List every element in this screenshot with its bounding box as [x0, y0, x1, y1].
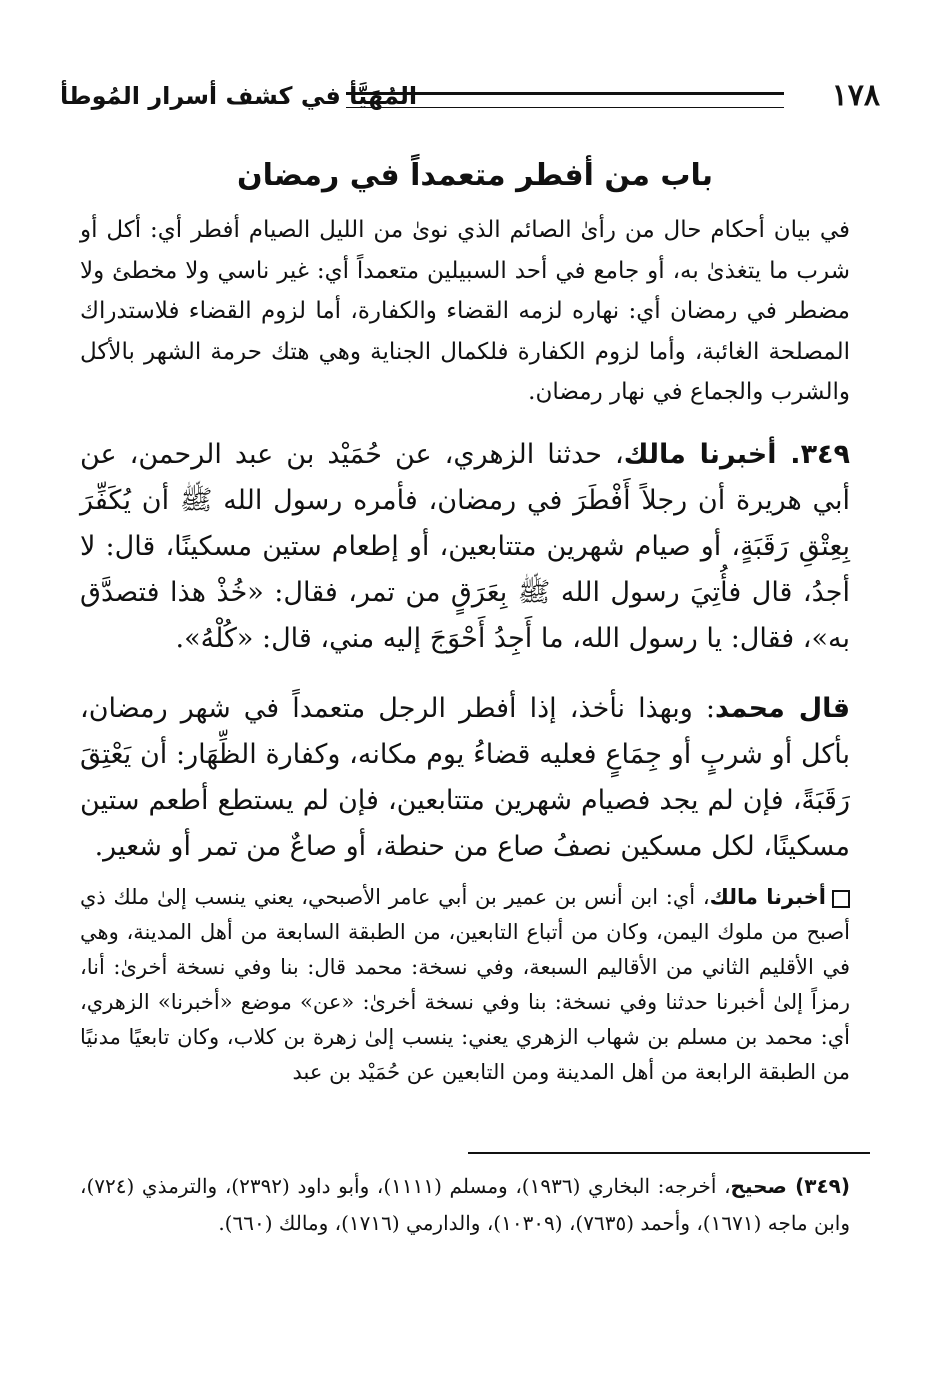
- qala-lead: قال محمد: [714, 693, 850, 724]
- commentary-lead: أخبرنا مالك: [709, 885, 826, 909]
- chapter-title: باب من أفطر متعمداً في رمضان: [236, 158, 714, 193]
- commentary-text: ، أي: ابن أنس بن عمير بن أبي عامر الأصبحي، يعني ينسب إلىٰ ملك ذي أصبح من ملوك اليمن، وكان من أتباع التابعين، من الطبقة السابعة من أهل المدينة، وهي في الأقليم الثاني من الأقاليم السبعة، وفي نسخة: محمد قال: بنا وفي نسخة أخرىٰ: أنا، رمزاً إلىٰ أخبرنا حدثنا وفي نسخة: بنا وفي نسخة أخرىٰ: «عن» موضع «أخبرنا» الزهري، أي: محمد بن مسلم بن شهاب الزهري يعني: ينسب إلىٰ زهرة بن كلاب، وكان تابعيًا مدنيًا من الطبقة الرابعة من أهل المدينة ومن التابعين عن حُمَيْد بن عبد: [80, 885, 851, 1084]
- hadith-paragraph: [80, 432, 850, 662]
- page-number: ١٧٨: [831, 78, 880, 113]
- footnote-lead: (٣٤٩) صحيح: [730, 1174, 850, 1198]
- qala-paragraph: [80, 686, 850, 870]
- footnote-text: ، أخرجه: البخاري (١٩٣٦)، ومسلم (١١١١)، وأبو داود (٢٣٩٢)، والترمذي (٧٢٤)، وابن ماجه (١٦٧١)، وأحمد (٧٦٣٥)، (١٠٣٠٩)، والدارمي (١٧١٦)، ومالك (٦٦٠).: [80, 1174, 850, 1235]
- running-header: [60, 78, 880, 122]
- square-marker-icon: [832, 890, 850, 908]
- intro-paragraph: في بيان أحكام حال من رأىٰ الصائم الذي نوىٰ من الليل الصيام أفطر أي: أكل أو شرب ما يتغذىٰ به، أو جامع في أحد السبيلين متعمداً أي: غير ناسي ولا مخطئ ولا مضطر في رمضان أي: نهاره لزمه القضاء والكفارة، أما لزوم القضاء فلاستدراك المصلحة الغائبة، وأما لزوم الكفارة فلكمال الجناية وهي هتك حرمة الشهر بالأكل والشرب والجماع في نهار رمضان.: [80, 217, 850, 405]
- book-title: المُهَيَّأ في كشف أسرار المُوطأ: [60, 82, 418, 110]
- qala-text: : وبهذا نأخذ، إذا أفطر الرجل متعمداً في شهر رمضان، بأكل أو شربٍ أو جِمَاعٍ فعليه قضاءُ يوم مكانه، وكفارة الظِّهَار: أن يَعْتِقَ رَقَبَةً، فإن لم يجد فصيام شهرين متتابعين، فإن لم يستطع أطعم ستين مسكينًا، لكل مسكين نصفُ صاع من حنطة، أو صاعٌ من تمر أو شعير.: [80, 693, 850, 862]
- commentary-paragraph: [80, 880, 850, 1090]
- hadith-text: ، حدثنا الزهري، عن حُمَيْد بن عبد الرحمن، عن أبي هريرة أن رجلاً أَفْطَرَ في رمضان، فأمره رسول الله ﷺ أن يُكَفِّرَ بِعِتْقِ رَقَبَةٍ، أو صيام شهرين متتابعين، أو إطعام ستين مسكينًا، قال: لا أجدُ، قال فأُتِيَ رسول الله ﷺ بِعَرَقٍ من تمر، فقال: «خُذْ هذا فتصدَّق به»، فقال: يا رسول الله، ما أَجِدُ أَحْوَجَ إليه مني، قال: «كُلْهُ».: [80, 439, 850, 654]
- hadith-number: ٣٤٩. أخبرنا مالك: [623, 439, 851, 470]
- footnote-rule: [468, 1152, 870, 1154]
- footnote: [80, 1168, 850, 1242]
